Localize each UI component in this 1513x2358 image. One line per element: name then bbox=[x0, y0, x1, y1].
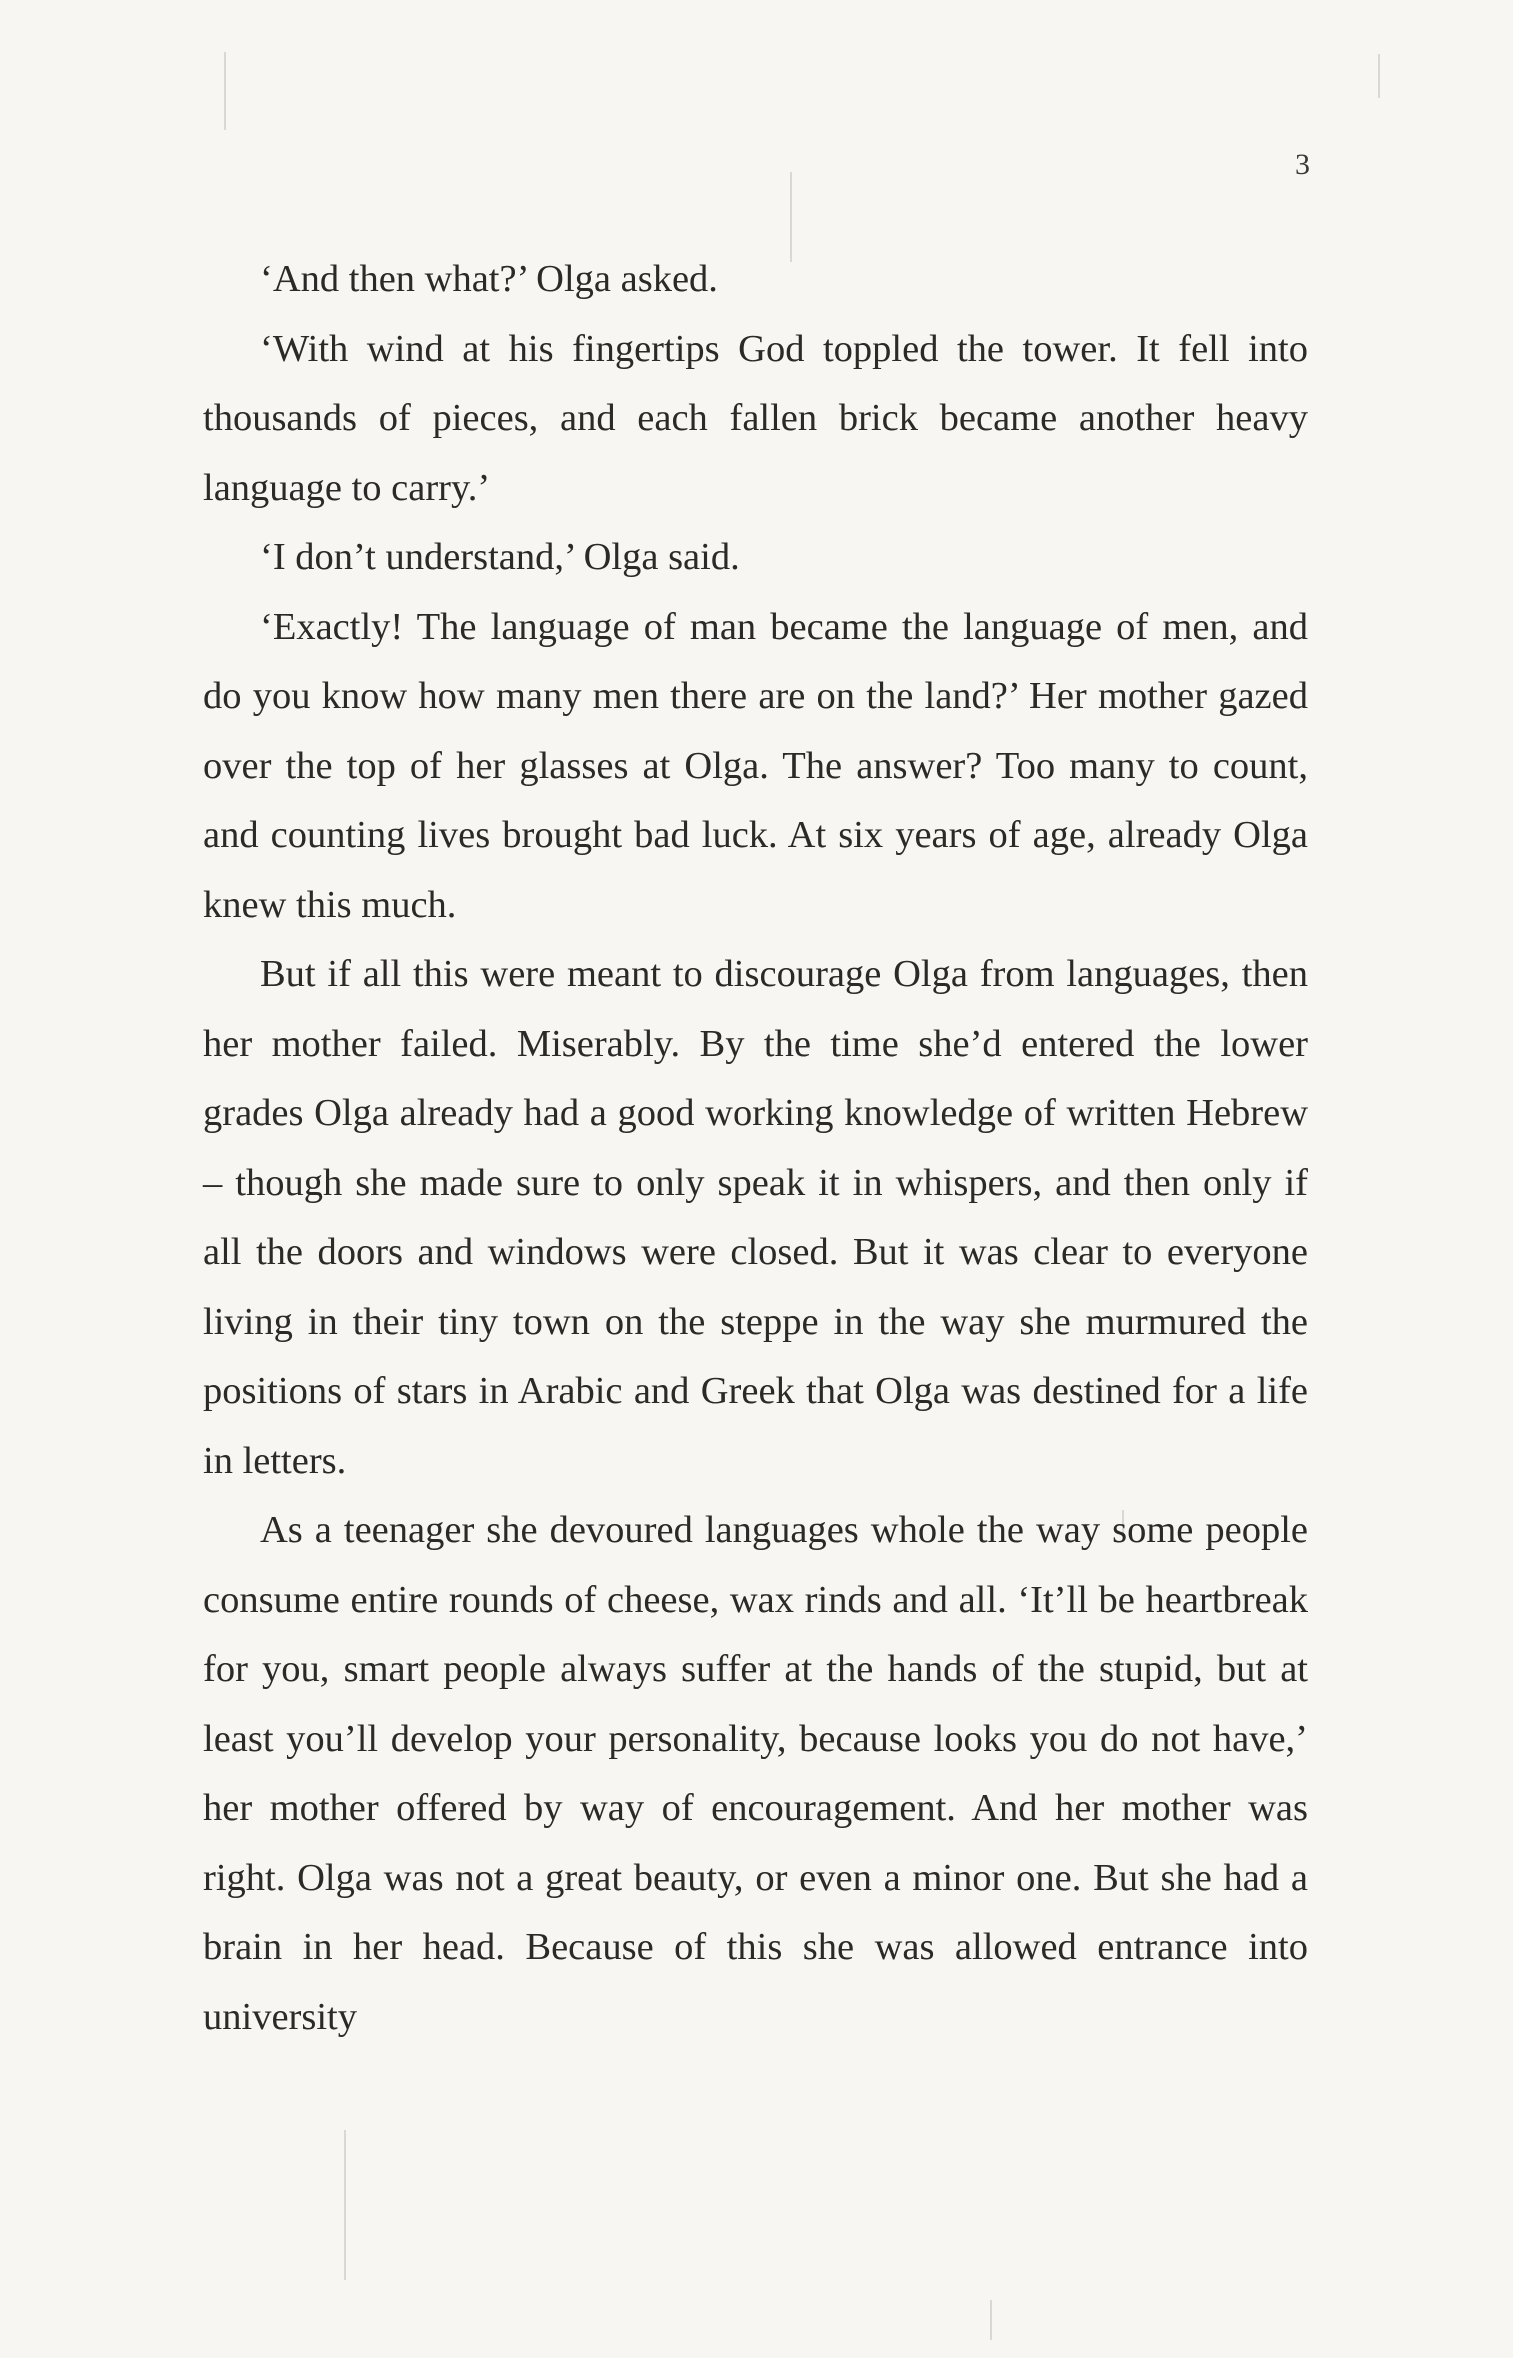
paragraph: ‘And then what?’ Olga asked. bbox=[260, 258, 718, 300]
paragraph: But if all this were meant to discourage Olga from languages, then her mother failed. Miserably. By the time she’d entered the lower grades Olga already had a good working knowledge of written Hebrew – though she made sure to only speak it in whispers, and then only if all the doors and windows were closed. But it was clear to everyone living in their tiny town on the steppe in the way she murmured the positions of stars in Arabic and Greek that Olga was destined for a life in letters. bbox=[203, 953, 1308, 1482]
scan-mark bbox=[1378, 54, 1380, 98]
paragraph: ‘With wind at his fingertips God toppled the tower. It fell into thousands of pieces, and each fallen brick became another heavy language to carry.’ bbox=[203, 327, 1308, 509]
scan-mark bbox=[990, 2300, 992, 2340]
scan-mark bbox=[344, 2130, 346, 2280]
paragraph: As a teenager she devoured languages whole the way some people consume entire rounds of cheese, wax rinds and all. ‘It’ll be heartbreak for you, smart people always suffer at the hands of the stupid, but at least you’ll develop your personality, because looks you do not have,’ her mother offered by way of encouragement. And her mother was right. Olga was not a great beauty, or even a minor one. But she had a brain in her head. Because of this she was allowed entrance into university bbox=[203, 1509, 1308, 2038]
body-text bbox=[203, 245, 1308, 2052]
page-number: 3 bbox=[1295, 148, 1310, 181]
scan-mark bbox=[224, 52, 226, 130]
paragraph: ‘Exactly! The language of man became the language of men, and do you know how many men there are on the land?’ Her mother gazed over the top of her glasses at Olga. The answer? Too many to count, and counting lives brought bad luck. At six years of age, already Olga knew this much. bbox=[203, 605, 1308, 926]
paragraph: ‘I don’t understand,’ Olga said. bbox=[260, 536, 740, 578]
